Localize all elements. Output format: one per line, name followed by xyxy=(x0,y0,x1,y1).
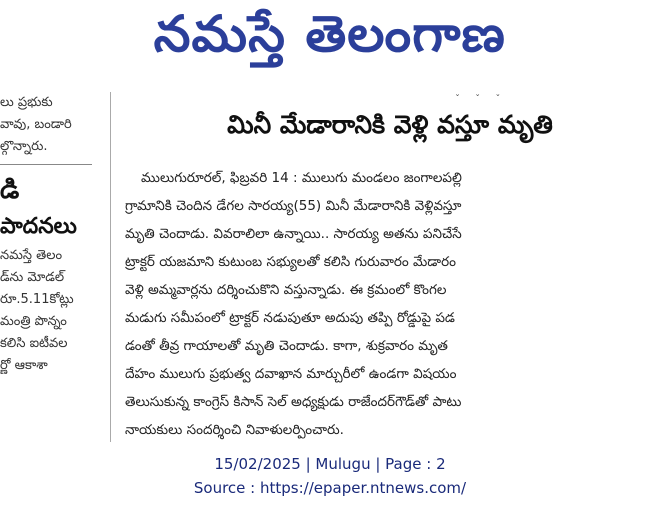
column-rule xyxy=(0,164,92,165)
left-text-line: నమస్తే తెలం xyxy=(0,248,63,263)
body-line: డంతో తీవ్ర గాయాలతో మృతి చెందాడు. కాగా, శుక్రవారం మృత xyxy=(125,338,448,354)
left-text-line: లు ప్రభుకు xyxy=(0,95,53,110)
body-line: గ్రామానికి చెందిన డేగల సారయ్య(55) మినీ మేడారానికి వెళ్లివస్తూ xyxy=(125,198,462,214)
left-text-line: వావు, బండారి xyxy=(0,117,72,132)
left-text-line: డ్‌ను మోడల్ xyxy=(0,270,65,285)
body-line: మృతి చెందాడు. వివరాలిలా ఉన్నాయి.. సారయ్య అతను పనిచేసే xyxy=(125,226,462,242)
left-text-line: మంత్రి పొన్నం xyxy=(0,314,67,329)
article-body xyxy=(125,164,655,440)
masthead xyxy=(0,0,660,80)
left-text-line: కలిసి ఐటీవల xyxy=(0,336,68,351)
body-line: వెళ్లి అమ్మవార్లను దర్శించుకొని వస్తున్నాడు. ఈ క్రమంలో కొంగల xyxy=(125,282,447,298)
source-footer xyxy=(0,452,660,500)
article-headline: మినీ మేడారానికి వెళ్లి వస్తూ మృతి xyxy=(227,110,553,139)
body-line: దేహం ములుగు ప్రభుత్వ దవాఖాన మార్చురీలో ఉండగా విషయం xyxy=(125,366,457,382)
left-text-line: రూ.5.11కోట్లు xyxy=(0,292,74,307)
adjacent-headline-line1: డి xyxy=(0,175,20,205)
column-divider xyxy=(110,92,111,442)
left-text-line: ర్ణో ఆకాశా xyxy=(0,358,48,373)
adjacent-article-column xyxy=(0,92,92,440)
adjacent-headline-line2: పాదనలు xyxy=(0,214,77,239)
date-location-page: 15/02/2025 | Mulugu | Page : 2 xyxy=(214,455,446,473)
body-line: ట్రాక్టర్ యజమాని కుటుంబ సభ్యులతో కలిసి గురువారం మేడారం xyxy=(125,254,456,270)
body-line: ములుగురూరల్, ఫిబ్రవరి 14 : ములుగు మండలం జంగాలపల్లి xyxy=(141,170,462,186)
body-line: తెలుసుకున్న కాంగ్రెస్ కిసాన్ సెల్ అధ్యక్షుడు రాజేందర్‌గౌడ్‌తో పాటు xyxy=(125,394,462,410)
source-url: Source : https://epaper.ntnews.com/ xyxy=(193,479,467,497)
cropped-text-fragment: ˇ ˇ ˇ xyxy=(455,94,507,105)
body-line: నాయకులు సందర్శించి నివాళులర్పించారు. xyxy=(125,422,344,438)
news-article xyxy=(125,90,655,440)
body-line: మడుగు సమీపంలో ట్రాక్టర్ నడుపుతూ అదుపు తప్పి రోడ్డుపై పడ xyxy=(125,310,455,326)
left-text-line: ల్గొన్నారు. xyxy=(0,139,48,154)
newspaper-logo: నమస్తే తెలంగాణ xyxy=(153,4,507,63)
